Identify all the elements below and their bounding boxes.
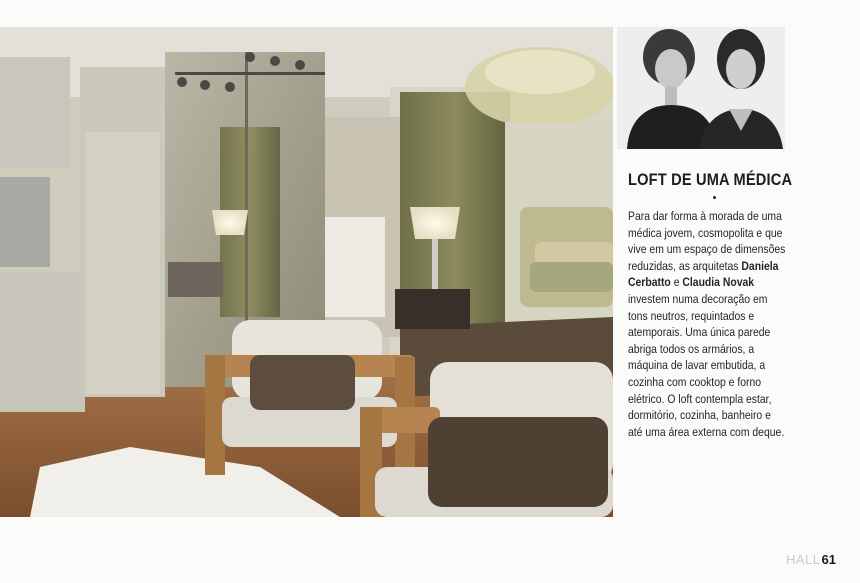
loft-interior-illustration	[0, 27, 613, 517]
page-folio	[786, 552, 836, 567]
article-body-line	[628, 208, 804, 225]
article-body-line	[628, 407, 804, 424]
body-text: Para dar forma à morada de uma	[628, 209, 782, 223]
architect-name: Daniela	[741, 258, 779, 273]
loft-interior-photo	[0, 27, 613, 517]
body-text: até uma área externa com deque.	[628, 424, 785, 439]
article-title: LOFT DE UMA MÉDICA	[628, 170, 793, 189]
article-body-line	[628, 308, 804, 325]
body-text: abriga todos os armários, a	[628, 341, 755, 356]
magazine-logo: HALL	[786, 552, 821, 567]
body-text: elétrico. O loft contempla estar,	[628, 391, 772, 406]
article-body-line	[628, 225, 804, 242]
body-text: máquina de lavar embutida, a	[628, 358, 766, 373]
article-body-line	[628, 274, 804, 291]
body-text: cozinha com cooktop e forno	[628, 374, 762, 389]
article-body-line	[628, 391, 804, 408]
article-body-line	[628, 424, 804, 441]
architects-portrait	[617, 27, 785, 149]
body-text: médica jovem, cosmopolita e que	[628, 225, 783, 240]
architect-name: Claudia Novak	[682, 275, 755, 290]
article-body-line	[628, 291, 804, 308]
body-text: e	[670, 275, 683, 290]
body-text: investem numa decoração em	[628, 291, 768, 306]
page-number: 61	[821, 552, 836, 567]
body-text: reduzidas, as arquitetas	[628, 258, 742, 273]
article-body-line	[628, 357, 804, 374]
article-body-line	[628, 374, 804, 391]
article-body-line	[628, 324, 804, 341]
title-ornament-dot	[713, 196, 716, 199]
body-text: atemporais. Uma única parede	[628, 325, 771, 340]
body-text: vive em um espaço de dimensões	[628, 242, 786, 257]
architects-portrait-illustration	[617, 27, 785, 149]
body-text: dormitório, cozinha, banheiro e	[628, 408, 771, 423]
article-body-line	[628, 241, 804, 258]
body-text: tons neutros, requintados e	[628, 308, 755, 323]
article-body-line	[628, 258, 804, 275]
article-body	[628, 208, 804, 440]
architect-name: Cerbatto	[628, 275, 671, 290]
article-body-line	[628, 341, 804, 358]
